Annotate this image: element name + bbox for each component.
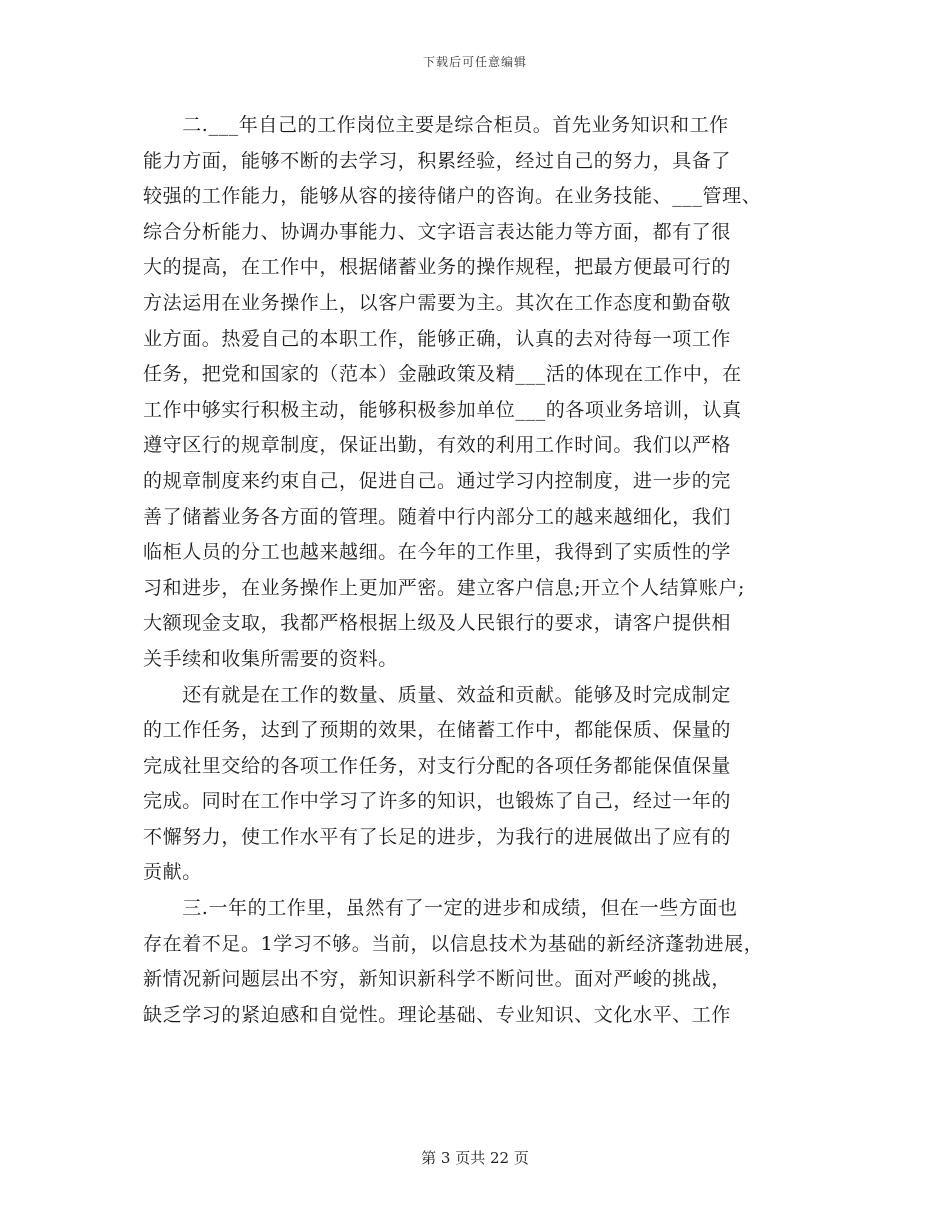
text-line: 缺乏学习的紧迫感和自觉性。理论基础、专业知识、文化水平、工作 xyxy=(143,1003,732,1026)
document-body xyxy=(143,108,825,1033)
text-line: 大额现金支取，我都严格根据上级及人民银行的要求，请客户提供相 xyxy=(143,612,732,635)
page-footer: 第 3 页共 22 页 xyxy=(421,1149,529,1167)
text-line: 贡献。 xyxy=(143,861,202,884)
text-line: 善了储蓄业务各方面的管理。随着中行内部分工的越来越细化，我们 xyxy=(143,505,732,528)
page-header: 下载后可任意编辑 xyxy=(422,55,527,69)
text-line: 二.___年自己的工作岗位主要是综合柜员。首先业务知识和工作 xyxy=(143,114,729,136)
text-line: 工作中够实行积极主动，能够积极参加单位___的各项业务培训，认真 xyxy=(143,398,742,421)
text-line: 完成。同时在工作中学习了许多的知识，也锻炼了自己，经过一年的 xyxy=(143,790,732,813)
text-line: 存在着不足。1学习不够。当前，以信息技术为基础的新经济蓬勃进展， xyxy=(143,932,764,955)
text-line: 关手续和收集所需要的资料。 xyxy=(143,647,398,670)
text-line: 任务，把党和国家的（范本）金融政策及精___活的体现在工作中，在 xyxy=(143,363,742,386)
text-line: 能力方面，能够不断的去学习，积累经验，经过自己的努力，具备了 xyxy=(143,149,732,172)
text-line: 业方面。热爱自己的本职工作，能够正确，认真的去对待每一项工作 xyxy=(143,327,732,350)
text-line: 不懈努力，使工作水平有了长足的进步，为我行的进展做出了应有的 xyxy=(143,825,732,848)
text-line: 完成社里交给的各项工作任务，对支行分配的各项任务都能保值保量 xyxy=(143,754,732,777)
text-line: 大的提高，在工作中，根据储蓄业务的操作规程，把最方便最可行的 xyxy=(143,256,732,279)
text-line: 新情况新问题层出不穷，新知识新科学不断问世。面对严峻的挑战， xyxy=(143,968,732,991)
text-line: 较强的工作能力，能够从容的接待储户的咨询。在业务技能、___管理、 xyxy=(143,185,762,208)
text-line: 的工作任务，达到了预期的效果，在储蓄工作中，都能保质、保量的 xyxy=(143,719,732,742)
text-line: 还有就是在工作的数量、质量、效益和贡献。能够及时完成制定 xyxy=(143,683,732,706)
text-line: 的规章制度来约束自己，促进自己。通过学习内控制度，进一步的完 xyxy=(143,469,732,492)
text-line: 三.一年的工作里，虽然有了一定的进步和成绩，但在一些方面也 xyxy=(143,897,738,920)
text-line: 遵守区行的规章制度，保证出勤，有效的利用工作时间。我们以严格 xyxy=(143,434,732,457)
text-line: 临柜人员的分工也越来越细。在今年的工作里，我得到了实质性的学 xyxy=(143,541,732,564)
text-line: 习和进步，在业务操作上更加严密。建立客户信息;开立个人结算账户; xyxy=(143,576,746,599)
text-line: 方法运用在业务操作上，以客户需要为主。其次在工作态度和勤奋敬 xyxy=(143,291,732,314)
text-line: 综合分析能力、协调办事能力、文字语言表达能力等方面，都有了很 xyxy=(143,220,732,243)
